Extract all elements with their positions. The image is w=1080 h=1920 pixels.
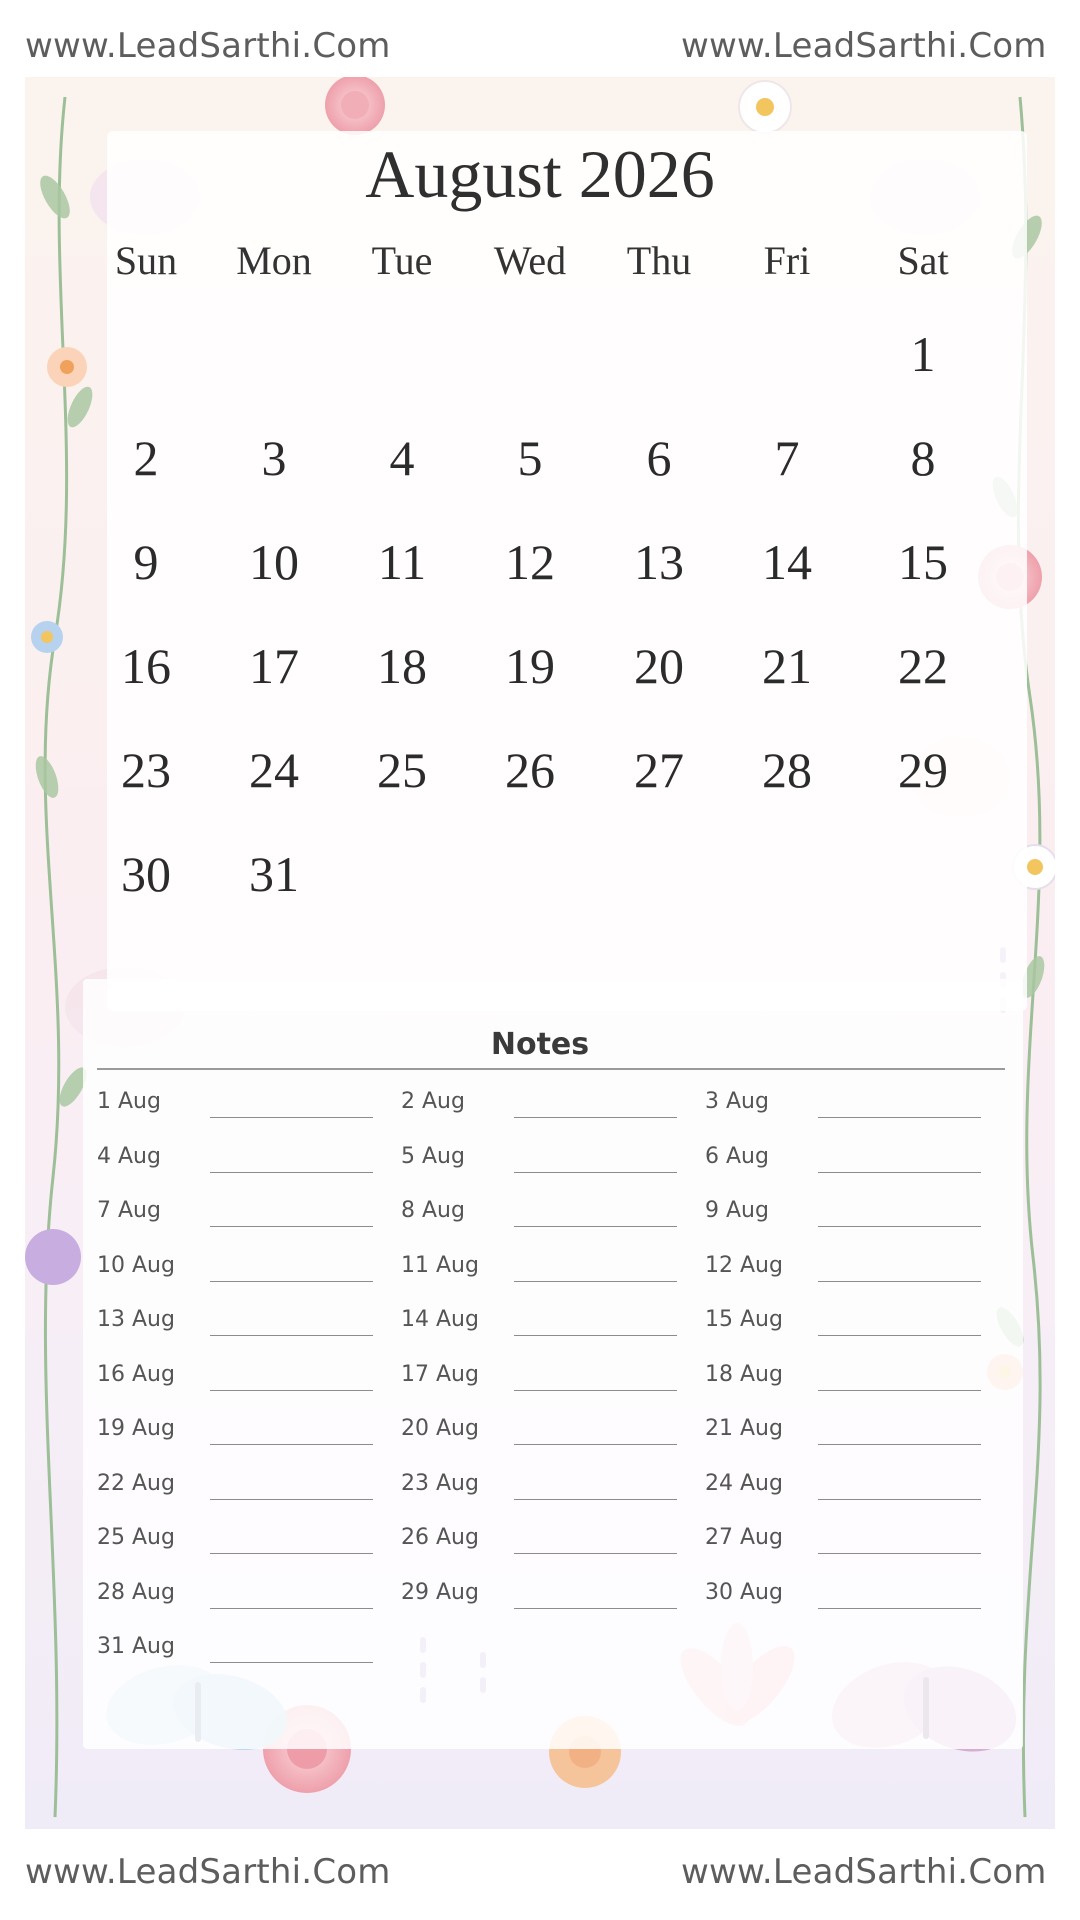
- calendar-day-2[interactable]: 2: [133, 430, 159, 486]
- note-label: 13 Aug: [97, 1307, 175, 1332]
- note-label: 11 Aug: [401, 1252, 479, 1278]
- weekday-sun: Sun: [114, 238, 178, 283]
- calendar-day-8[interactable]: 8: [910, 430, 936, 486]
- note-writing-line[interactable]: [210, 1117, 373, 1118]
- calendar-day-10[interactable]: 10: [249, 534, 299, 590]
- calendar-day-27[interactable]: 27: [634, 742, 684, 798]
- note-label: 6 Aug: [705, 1143, 769, 1169]
- note-writing-line[interactable]: [818, 1117, 981, 1118]
- note-label: 24 Aug: [705, 1470, 783, 1496]
- weekday-fri: Fri: [763, 238, 811, 283]
- note-writing-line[interactable]: [210, 1662, 373, 1663]
- calendar-day-24[interactable]: 24: [249, 742, 299, 798]
- note-label: 15 Aug: [705, 1307, 783, 1332]
- note-writing-line[interactable]: [210, 1608, 373, 1609]
- note-label: 5 Aug: [401, 1143, 465, 1169]
- note-label: 23 Aug: [401, 1470, 479, 1496]
- calendar-day-13[interactable]: 13: [634, 534, 684, 590]
- notes-panel: [83, 979, 1023, 1749]
- note-label: 10 Aug: [97, 1252, 175, 1278]
- note-writing-line[interactable]: [818, 1553, 981, 1554]
- calendar-day-7[interactable]: 7: [774, 430, 800, 486]
- note-writing-line[interactable]: [514, 1608, 677, 1609]
- note-label: 9 Aug: [705, 1198, 769, 1223]
- watermark-top-left: www.LeadSarthi.Com: [25, 26, 391, 66]
- note-label: 22 Aug: [97, 1470, 175, 1496]
- note-label: 29 Aug: [401, 1579, 479, 1605]
- weekday-tue: Tue: [371, 238, 433, 283]
- note-label: 8 Aug: [401, 1198, 465, 1223]
- watermark-bottom-right: www.LeadSarthi.Com: [681, 1852, 1047, 1892]
- calendar-day-1[interactable]: 1: [910, 326, 936, 382]
- calendar-day-21[interactable]: 21: [762, 638, 812, 694]
- note-label: 19 Aug: [97, 1416, 175, 1441]
- calendar-day-30[interactable]: 30: [121, 846, 171, 902]
- weekday-wed: Wed: [493, 238, 567, 283]
- note-writing-line[interactable]: [514, 1226, 677, 1227]
- note-label: 2 Aug: [401, 1089, 465, 1114]
- note-label: 16 Aug: [97, 1361, 175, 1387]
- note-writing-line[interactable]: [818, 1608, 981, 1609]
- note-writing-line[interactable]: [514, 1499, 677, 1500]
- note-writing-line[interactable]: [818, 1390, 981, 1391]
- calendar-day-4[interactable]: 4: [389, 430, 415, 486]
- note-label: 18 Aug: [705, 1361, 783, 1387]
- weekday-sat: Sat: [897, 238, 949, 283]
- calendar-day-25[interactable]: 25: [377, 742, 427, 798]
- note-writing-line[interactable]: [210, 1444, 373, 1445]
- note-writing-line[interactable]: [514, 1553, 677, 1554]
- calendar-day-15[interactable]: 15: [898, 534, 948, 590]
- calendar-day-20[interactable]: 20: [634, 638, 684, 694]
- notes-divider: [97, 1068, 1005, 1070]
- note-label: 7 Aug: [97, 1198, 161, 1223]
- calendar-day-29[interactable]: 29: [898, 742, 948, 798]
- calendar-day-6[interactable]: 6: [646, 430, 672, 486]
- note-writing-line[interactable]: [514, 1444, 677, 1445]
- note-writing-line[interactable]: [818, 1335, 981, 1336]
- calendar-day-16[interactable]: 16: [121, 638, 171, 694]
- calendar-day-19[interactable]: 19: [505, 638, 555, 694]
- note-writing-line[interactable]: [514, 1117, 677, 1118]
- calendar-day-28[interactable]: 28: [762, 742, 812, 798]
- note-label: 4 Aug: [97, 1143, 161, 1169]
- note-writing-line[interactable]: [514, 1335, 677, 1336]
- weekday-thu: Thu: [626, 238, 692, 283]
- note-writing-line[interactable]: [210, 1226, 373, 1227]
- note-writing-line[interactable]: [210, 1499, 373, 1500]
- watermark-top-right: www.LeadSarthi.Com: [681, 26, 1047, 66]
- note-writing-line[interactable]: [210, 1281, 373, 1282]
- calendar-day-9[interactable]: 9: [133, 534, 159, 590]
- note-writing-line[interactable]: [818, 1499, 981, 1500]
- weekday-mon: Mon: [236, 238, 312, 283]
- calendar-day-14[interactable]: 14: [762, 534, 812, 590]
- note-label: 30 Aug: [705, 1579, 783, 1605]
- calendar-day-17[interactable]: 17: [249, 638, 299, 694]
- note-writing-line[interactable]: [514, 1281, 677, 1282]
- note-label: 21 Aug: [705, 1416, 783, 1441]
- note-writing-line[interactable]: [514, 1172, 677, 1173]
- note-writing-line[interactable]: [818, 1281, 981, 1282]
- note-label: 20 Aug: [401, 1416, 479, 1441]
- calendar-day-26[interactable]: 26: [505, 742, 555, 798]
- note-label: 1 Aug: [97, 1089, 161, 1114]
- note-writing-line[interactable]: [818, 1172, 981, 1173]
- month-title: August 2026: [365, 136, 715, 212]
- calendar-day-11[interactable]: 11: [377, 534, 427, 590]
- calendar-day-22[interactable]: 22: [898, 638, 948, 694]
- calendar-sheet: [25, 77, 1055, 1829]
- note-writing-line[interactable]: [818, 1226, 981, 1227]
- note-label: 12 Aug: [705, 1252, 783, 1278]
- note-label: 25 Aug: [97, 1525, 175, 1550]
- notes-title: Notes: [490, 1027, 590, 1062]
- watermark-bottom-left: www.LeadSarthi.Com: [25, 1852, 391, 1892]
- note-writing-line[interactable]: [210, 1335, 373, 1336]
- calendar-day-23[interactable]: 23: [121, 742, 171, 798]
- note-writing-line[interactable]: [818, 1444, 981, 1445]
- note-writing-line[interactable]: [514, 1390, 677, 1391]
- note-writing-line[interactable]: [210, 1390, 373, 1391]
- calendar-day-12[interactable]: 12: [505, 534, 555, 590]
- note-label: 31 Aug: [97, 1634, 175, 1659]
- note-label: 17 Aug: [401, 1361, 479, 1387]
- calendar-day-5[interactable]: 5: [517, 430, 543, 486]
- note-label: 27 Aug: [705, 1525, 783, 1550]
- note-writing-line[interactable]: [210, 1172, 373, 1173]
- note-label: 26 Aug: [401, 1525, 479, 1550]
- note-label: 28 Aug: [97, 1579, 175, 1605]
- calendar-day-3[interactable]: 3: [261, 430, 287, 486]
- calendar-day-18[interactable]: 18: [377, 638, 427, 694]
- note-writing-line[interactable]: [210, 1553, 373, 1554]
- calendar-day-31[interactable]: 31: [249, 846, 299, 902]
- note-label: 14 Aug: [401, 1307, 479, 1332]
- note-label: 3 Aug: [705, 1089, 769, 1114]
